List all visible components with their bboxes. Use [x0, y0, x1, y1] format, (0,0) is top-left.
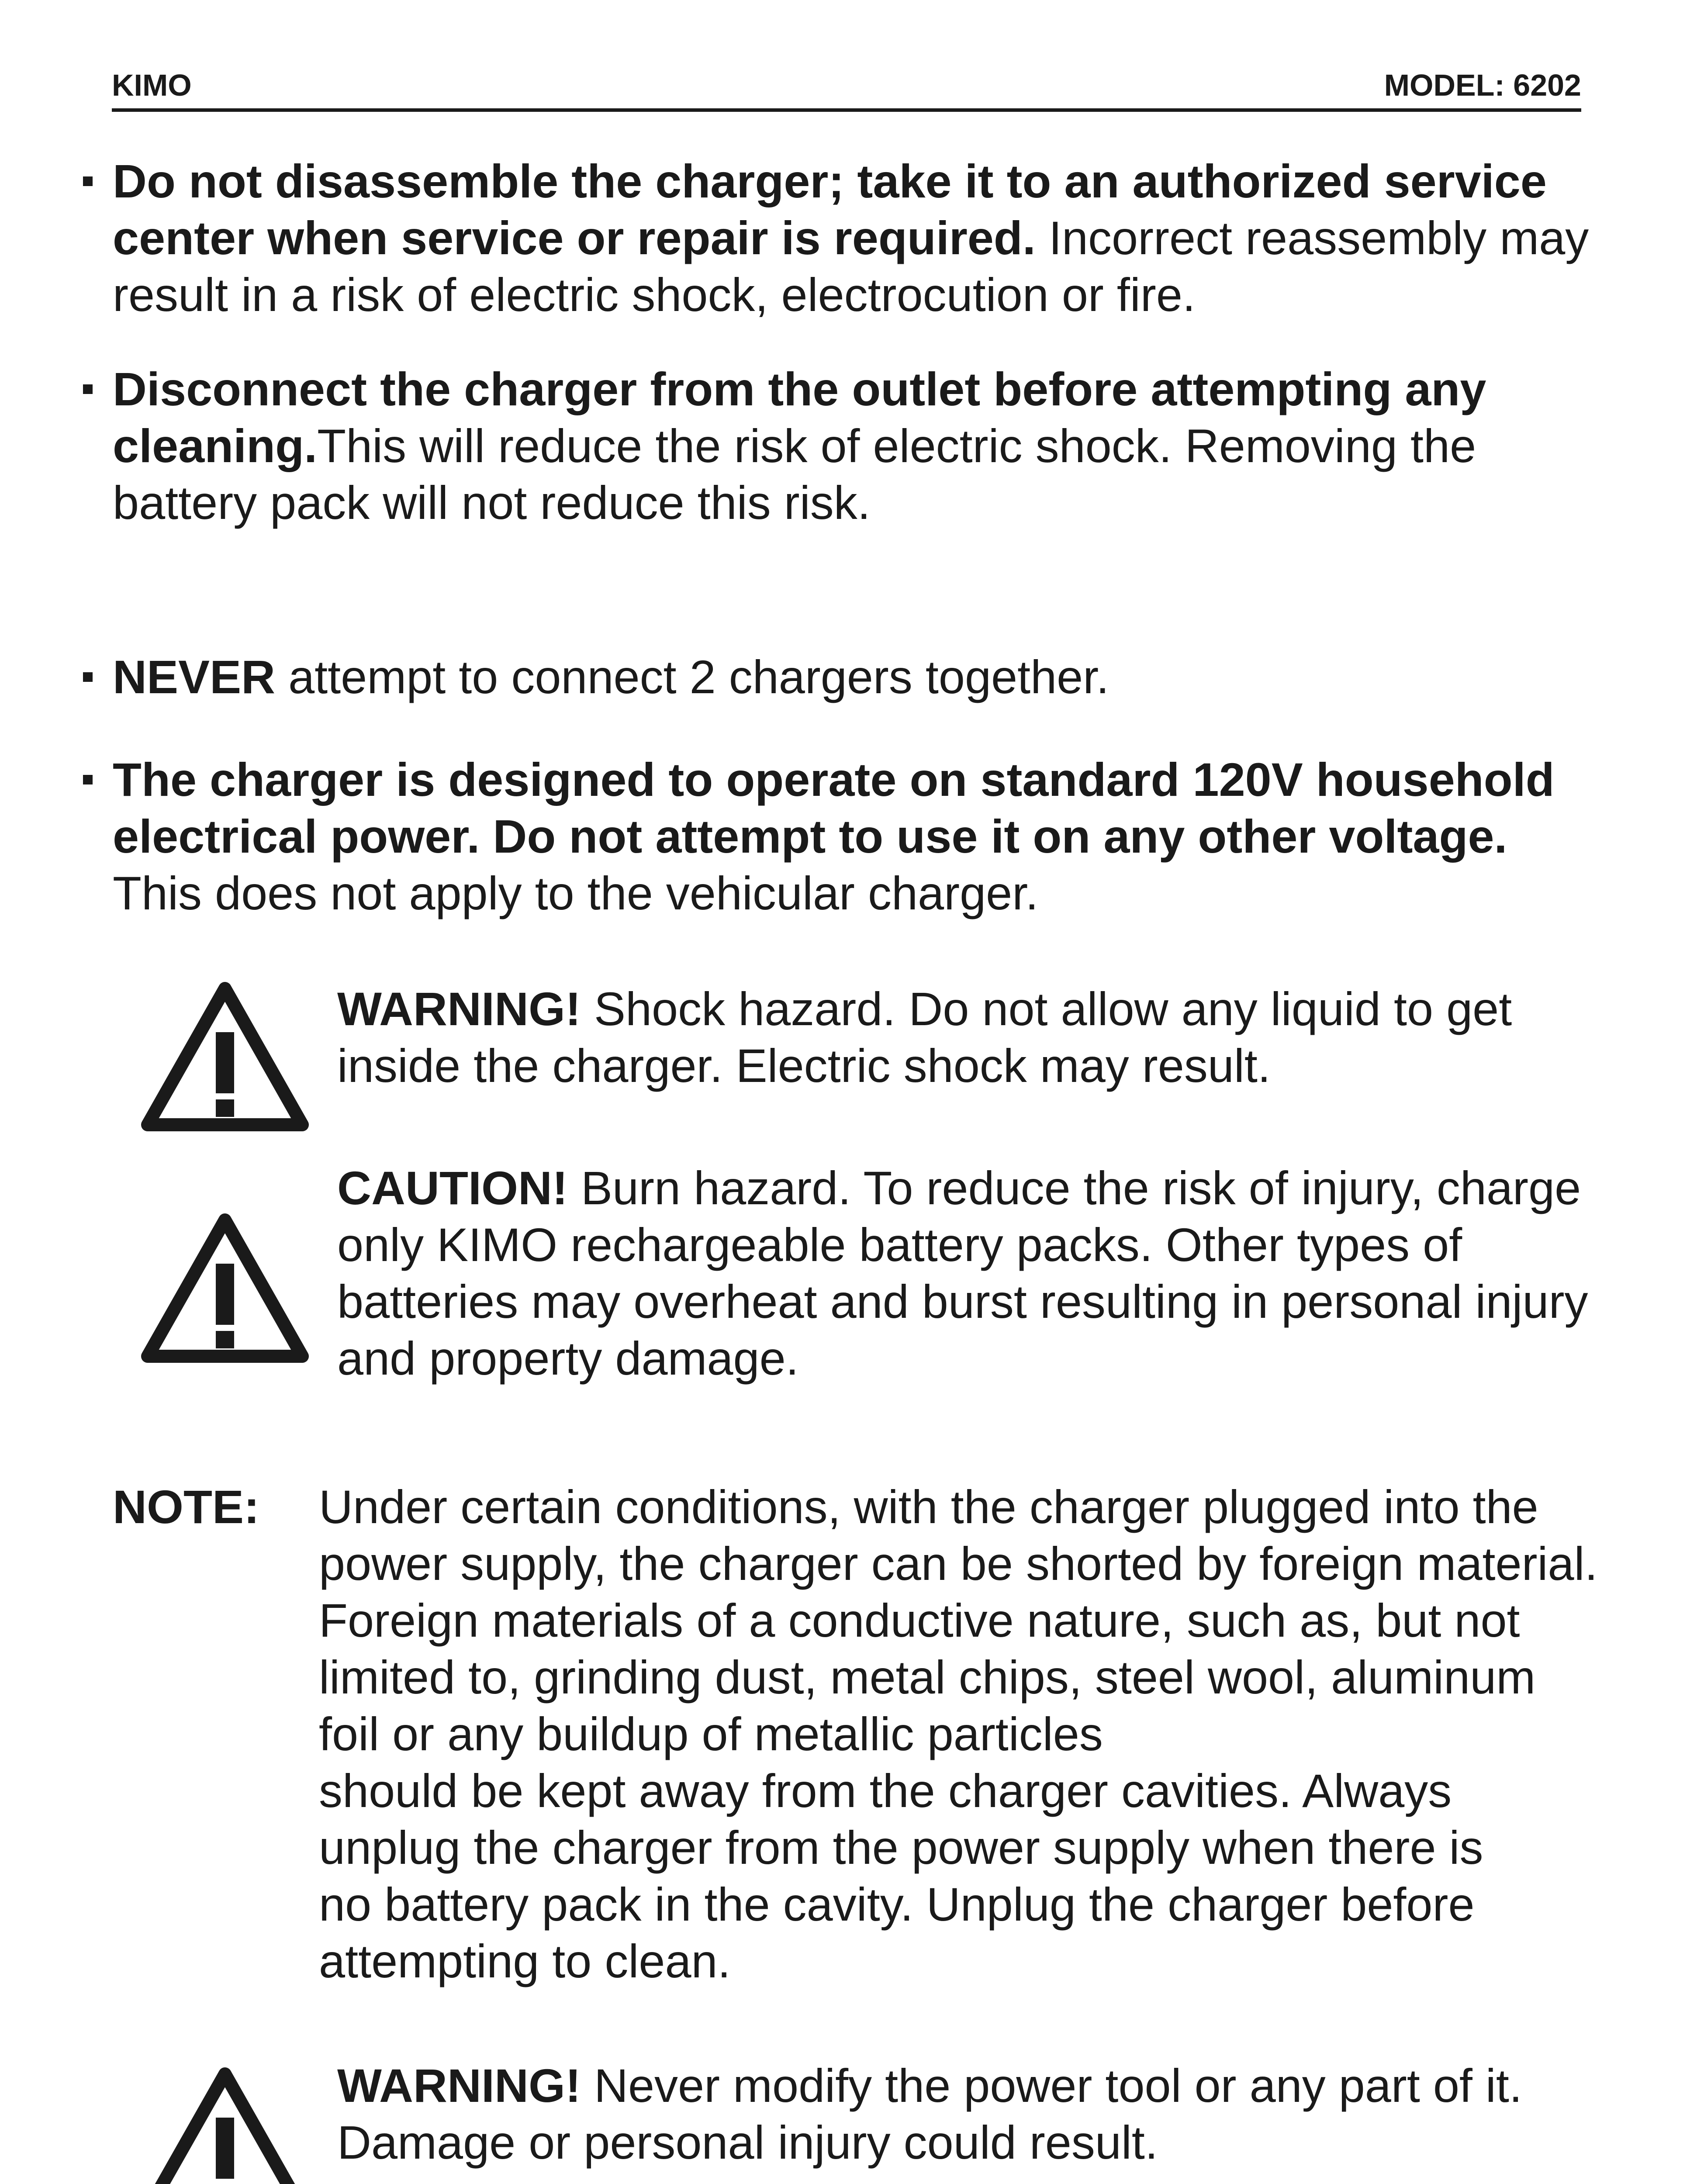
bullet-bold-text: The charger is designed to operate on standard 120V household electrical power. Do not attempt to use it on any other voltage.	[113, 753, 1555, 863]
bullet-bold-text: Disconnect the charger from the outlet before attempting any cleaning.	[113, 363, 1486, 472]
note-line: limited to, grinding dust, metal chips, steel wool, aluminum	[319, 1651, 1536, 1704]
bullet-text	[113, 361, 1593, 531]
bullet-text	[113, 751, 1576, 922]
warning-text	[337, 981, 1604, 1094]
note-line: attempting to clean.	[319, 1935, 731, 1987]
header-divider	[112, 108, 1581, 112]
bullet-marker	[83, 176, 93, 186]
note-body	[319, 1479, 1598, 1990]
warning-label: WARNING!	[337, 982, 581, 1035]
warning-body: Never modify the power tool or any part of it. Damage or personal injury could result.	[337, 2059, 1522, 2169]
bullet-marker	[83, 384, 93, 394]
bullet-bold-text: NEVER	[113, 650, 276, 703]
bullet-normal-text: This does not apply to the vehicular charger.	[113, 867, 1039, 919]
note-line: Under certain conditions, with the charger plugged into the	[319, 1480, 1538, 1533]
bullet-marker	[83, 672, 93, 682]
note-label: NOTE:	[113, 1480, 259, 1533]
warning-text	[337, 2057, 1604, 2171]
bullet-normal-text: Incorrect reassembly may result in a risk of electric shock, electrocution or fire.	[113, 211, 1589, 321]
caution-body: Burn hazard. To reduce the risk of injury, charge only KIMO rechargeable battery packs. Other types of batteries may overheat and burst resulting in personal injury and property damage.	[337, 1161, 1588, 1385]
note-line: foil or any buildup of metallic particles	[319, 1707, 1103, 1760]
note-line: unplug the charger from the power supply when there is	[319, 1821, 1483, 1874]
note-line: should be kept away from the charger cavities. Always	[319, 1764, 1452, 1817]
note-line: Foreign materials of a conductive nature, such as, but not	[319, 1594, 1520, 1647]
brand-name: KIMO	[112, 68, 192, 102]
note-line: no battery pack in the cavity. Unplug the charger before	[319, 1878, 1475, 1931]
warning-label: WARNING!	[337, 2059, 581, 2112]
caution-text	[337, 1160, 1604, 1387]
model-number: MODEL: 6202	[1384, 68, 1581, 102]
bullet-normal-text: This will reduce the risk of electric shock. Removing the battery pack will not reduce this risk.	[113, 419, 1476, 529]
note-line: power supply, the charger can be shorted by foreign material.	[319, 1537, 1598, 1590]
warning-triangle-icon	[140, 2066, 310, 2184]
bullet-text	[113, 649, 1593, 705]
bullet-marker	[83, 775, 93, 784]
bullet-text	[113, 153, 1593, 323]
bullet-bold-text: Do not disassemble the charger; take it to an authorized service center when service or repair is required.	[113, 155, 1547, 264]
warning-body: Shock hazard. Do not allow any liquid to get inside the charger. Electric shock may result.	[337, 982, 1512, 1092]
warning-triangle-icon	[140, 1212, 310, 1365]
page-header	[112, 66, 1581, 105]
bullet-normal-text: attempt to connect 2 chargers together.	[275, 650, 1109, 703]
caution-label: CAUTION!	[337, 1161, 568, 1214]
warning-triangle-icon	[140, 981, 310, 1133]
